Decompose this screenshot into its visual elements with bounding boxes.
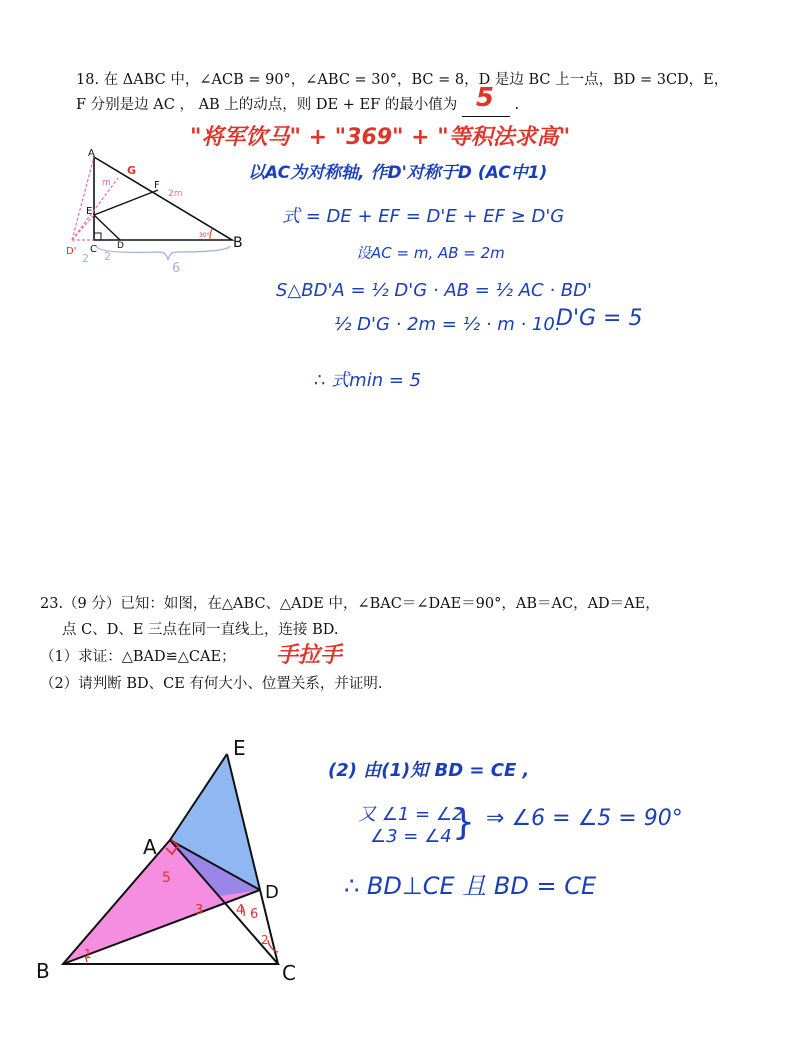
- q23-part2: （2）请判断 BD、CE 有何大小、位置关系，并证明.: [40, 676, 383, 692]
- label-a: A: [143, 835, 157, 859]
- label-c: C: [90, 244, 97, 255]
- q23-note-line2a: 又 ∠1 = ∠2: [358, 804, 464, 825]
- label-g: G: [127, 164, 137, 177]
- q18-line1: 18. 在 ΔABC 中，∠ACB = 90°，∠ABC = 30°，BC = 8，D 是边 BC 上一点，BD = 3CD，E，: [76, 72, 729, 88]
- q18-answer: 5: [475, 83, 494, 113]
- q18-note-title: "将军饮马" + "369" + "等积法求高": [190, 125, 571, 150]
- q18-line2-text: F 分别是边 AC ， AB 上的动点，则 DE + EF 的最小值为: [76, 97, 458, 113]
- label-b: B: [36, 959, 50, 983]
- q18-note-step2: 式 = DE + EF = D'E + EF ≥ D'G: [282, 206, 565, 227]
- q23-part1: （1）求证：△BAD≌△CAE；: [40, 649, 236, 665]
- segment-ef: [94, 190, 158, 215]
- label-a: A: [88, 148, 95, 159]
- label-n2: 2: [104, 250, 111, 263]
- label-b: B: [233, 235, 243, 251]
- label-c: C: [282, 961, 296, 985]
- triangle-abc: [94, 157, 232, 240]
- label-d: D: [265, 882, 279, 903]
- label-1: 1: [84, 947, 92, 961]
- label-5: 5: [162, 870, 171, 886]
- label-e: E: [86, 206, 93, 217]
- label-3: 3: [195, 903, 204, 918]
- q23-note-line2b: ∠3 = ∠4: [370, 826, 452, 847]
- q18-note-step4: S△BD'A = ½ D'G · AB = ½ AC · BD': [276, 280, 592, 301]
- q18-note-step3: 设AC = m, AB = 2m: [356, 244, 505, 262]
- label-d-prime: D': [66, 246, 77, 257]
- label-d: D: [117, 241, 124, 251]
- q23-part1-note: 手拉手: [276, 643, 343, 668]
- angle-b-mark: [210, 229, 212, 240]
- label-6: 6: [250, 907, 259, 922]
- q23-line1: 23.（9 分）已知：如图，在△ABC、△ADE 中，∠BAC＝∠DAE＝90°，AB＝AC，AD＝AE，: [40, 596, 660, 612]
- segment-ed: [94, 215, 120, 240]
- label-f: F: [154, 180, 160, 191]
- right-angle-mark: [94, 233, 101, 240]
- label-m: m: [102, 178, 111, 188]
- label-4: 4: [236, 903, 245, 918]
- label-n6: 6: [172, 261, 181, 276]
- label-30: 30°: [199, 232, 210, 239]
- q18-note-step5b: D'G = 5: [556, 306, 643, 331]
- label-e: E: [233, 736, 246, 760]
- q18-line2: [76, 83, 520, 117]
- label-2m: 2m: [168, 189, 183, 199]
- q18-answer-blank: [462, 83, 510, 117]
- q23-note-line1: (2) 由(1)知 BD = CE ,: [328, 760, 530, 781]
- q23-note-line2c: ⇒ ∠6 = ∠5 = 90°: [486, 806, 683, 831]
- q23-line2: 点 C、D、E 三点在同一直线上，连接 BD.: [62, 622, 339, 638]
- q18-note-step1: 以AC为对称轴, 作D'对称于D (AC中1): [248, 163, 548, 183]
- q18-answer-tail: .: [514, 97, 520, 113]
- q18-figure: [60, 140, 260, 280]
- label-2: 2: [261, 933, 269, 947]
- q18-note-step5: ½ D'G · 2m = ½ · m · 10.: [334, 314, 561, 335]
- q23-note-line3: ∴ BD⊥CE 且 BD = CE: [344, 872, 597, 900]
- q23-note-brace: }: [452, 802, 475, 843]
- label-n1: 2: [82, 252, 89, 265]
- q23-figure: [30, 730, 320, 990]
- q18-note-step6: ∴ 式min = 5: [314, 370, 422, 391]
